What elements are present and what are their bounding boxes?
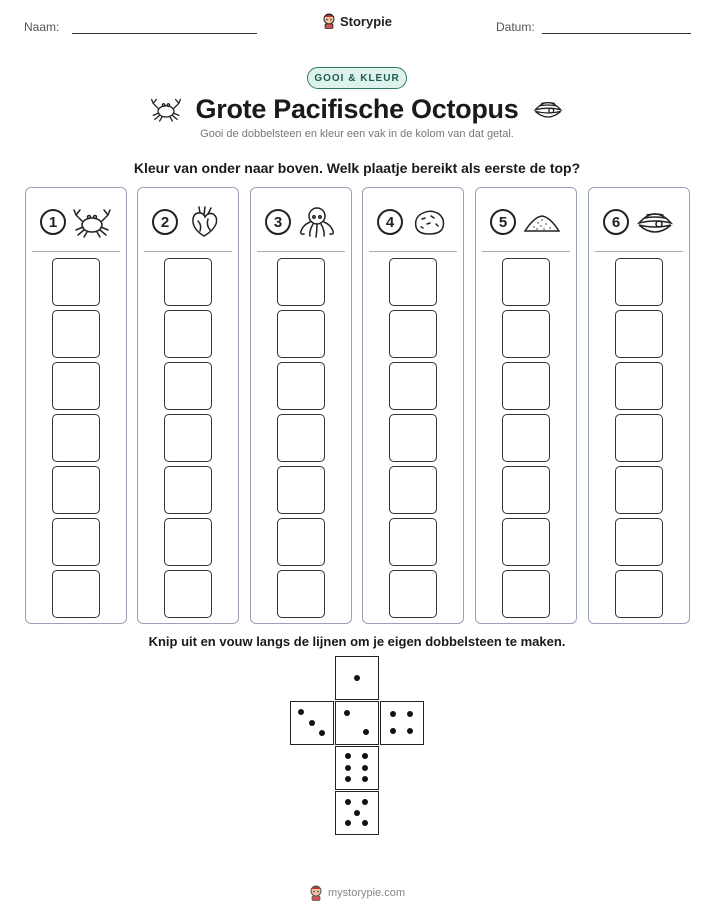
color-box[interactable]	[164, 414, 212, 462]
color-box[interactable]	[389, 466, 437, 514]
color-box[interactable]	[164, 258, 212, 306]
color-box[interactable]	[277, 570, 325, 618]
dice-pip	[298, 709, 304, 715]
column-1	[25, 187, 127, 624]
dice-face-6	[335, 746, 379, 790]
sand-icon	[522, 204, 562, 240]
date-line[interactable]	[542, 33, 691, 34]
heart-organ-icon	[184, 204, 224, 240]
color-box[interactable]	[615, 258, 663, 306]
color-box[interactable]	[615, 310, 663, 358]
color-box[interactable]	[52, 310, 100, 358]
subtitle: Gooi de dobbelsteen en kleur een vak in de kolom van dat getal.	[200, 128, 514, 140]
color-box[interactable]	[277, 518, 325, 566]
name-line[interactable]	[72, 33, 257, 34]
dice-pip	[319, 730, 325, 736]
mascot-icon	[322, 13, 336, 29]
column-5	[475, 187, 577, 624]
column-number: 5	[490, 209, 516, 235]
column-divider	[257, 251, 345, 252]
rock-icon	[409, 204, 449, 240]
cut-instruction: Knip uit en vouw langs de lijnen om je eigen dobbelsteen te maken.	[148, 634, 566, 649]
column-number: 6	[603, 209, 629, 235]
color-box[interactable]	[502, 518, 550, 566]
color-box[interactable]	[164, 570, 212, 618]
dice-pip	[309, 720, 315, 726]
column-divider	[369, 251, 457, 252]
dice-pip	[354, 810, 360, 816]
dice-pip	[362, 799, 368, 805]
color-box[interactable]	[277, 310, 325, 358]
column-number: 4	[377, 209, 403, 235]
color-box[interactable]	[502, 258, 550, 306]
title-row	[0, 90, 714, 128]
dice-face-2	[335, 701, 379, 745]
color-box[interactable]	[277, 466, 325, 514]
color-columns	[25, 187, 690, 624]
column-divider	[144, 251, 232, 252]
dice-pip	[345, 765, 351, 771]
column-number: 2	[152, 209, 178, 235]
color-box[interactable]	[615, 518, 663, 566]
dice-face-4	[380, 701, 424, 745]
page-title: Grote Pacifische Octopus	[195, 93, 519, 124]
dice-pip	[390, 728, 396, 734]
color-box[interactable]	[389, 518, 437, 566]
color-box[interactable]	[615, 362, 663, 410]
color-box[interactable]	[389, 258, 437, 306]
brand-name: Storypie	[339, 13, 392, 29]
column-header	[476, 202, 576, 242]
column-number: 1	[40, 209, 66, 235]
color-box[interactable]	[502, 570, 550, 618]
color-box[interactable]	[52, 570, 100, 618]
column-4	[362, 187, 464, 624]
column-number: 3	[265, 209, 291, 235]
color-box[interactable]	[52, 466, 100, 514]
dice-pip	[354, 675, 360, 681]
column-divider	[32, 251, 120, 252]
dice-pip	[362, 753, 368, 759]
brand-logo	[0, 13, 714, 29]
color-box[interactable]	[502, 362, 550, 410]
color-box[interactable]	[389, 414, 437, 462]
column-header	[138, 202, 238, 242]
color-box[interactable]	[164, 466, 212, 514]
dice-pip	[362, 765, 368, 771]
color-box[interactable]	[164, 362, 212, 410]
color-box[interactable]	[164, 518, 212, 566]
column-header	[26, 202, 126, 242]
dice-pip	[363, 729, 369, 735]
dice-pip	[407, 728, 413, 734]
color-box[interactable]	[615, 570, 663, 618]
dice-pip	[345, 820, 351, 826]
instruction: Kleur van onder naar boven. Welk plaatje bereikt als eerste de top?	[133, 160, 581, 176]
column-2	[137, 187, 239, 624]
column-6	[588, 187, 690, 624]
color-box[interactable]	[615, 414, 663, 462]
color-box[interactable]	[502, 414, 550, 462]
color-box[interactable]	[164, 310, 212, 358]
color-box[interactable]	[277, 258, 325, 306]
column-header	[589, 202, 689, 242]
crab-icon	[150, 95, 182, 123]
activity-badge: GOOI & KLEUR	[307, 67, 407, 89]
color-box[interactable]	[502, 310, 550, 358]
color-box[interactable]	[277, 414, 325, 462]
dice-pip	[390, 711, 396, 717]
column-header	[363, 202, 463, 242]
column-divider	[595, 251, 683, 252]
date-label: Datum:	[496, 20, 535, 34]
column-header	[251, 202, 351, 242]
color-box[interactable]	[615, 466, 663, 514]
footer	[0, 885, 714, 901]
column-divider	[482, 251, 570, 252]
dice-face-3	[290, 701, 334, 745]
dice-pip	[345, 776, 351, 782]
footer-url[interactable]: mystorypie.com	[327, 887, 406, 899]
dice-pip	[362, 820, 368, 826]
crab-icon	[72, 204, 112, 240]
dice-pip	[345, 753, 351, 759]
color-box[interactable]	[389, 570, 437, 618]
color-box[interactable]	[52, 518, 100, 566]
mascot-icon	[309, 885, 323, 901]
color-box[interactable]	[277, 362, 325, 410]
name-label: Naam:	[24, 20, 60, 34]
dice-pip	[345, 799, 351, 805]
octopus-icon	[297, 204, 337, 240]
dice-pip	[407, 711, 413, 717]
dice-net	[290, 656, 425, 834]
clam-icon	[532, 95, 564, 123]
column-3	[250, 187, 352, 624]
dice-pip	[362, 776, 368, 782]
dice-face-1	[335, 656, 379, 700]
color-box[interactable]	[502, 466, 550, 514]
color-box[interactable]	[389, 310, 437, 358]
color-box[interactable]	[52, 362, 100, 410]
color-box[interactable]	[52, 258, 100, 306]
color-box[interactable]	[389, 362, 437, 410]
dice-pip	[344, 710, 350, 716]
color-box[interactable]	[52, 414, 100, 462]
clam-icon	[635, 204, 675, 240]
dice-face-5	[335, 791, 379, 835]
